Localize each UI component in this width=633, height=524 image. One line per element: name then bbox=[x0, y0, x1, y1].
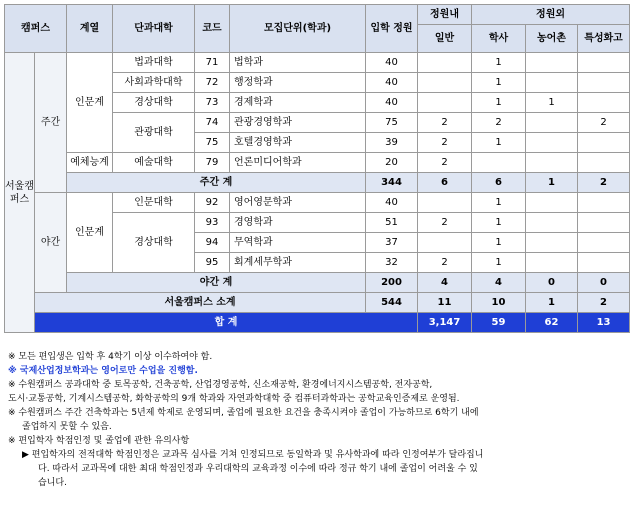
header-rural: 농어촌 bbox=[526, 25, 578, 53]
college-cell: 관광대학 bbox=[113, 113, 195, 153]
general-cell: 11 bbox=[418, 293, 472, 313]
bachelor-cell bbox=[472, 153, 526, 173]
major-cell: 경제학과 bbox=[230, 93, 366, 113]
day-subtotal-row bbox=[5, 173, 630, 193]
college-cell: 예술대학 bbox=[113, 153, 195, 173]
special-cell bbox=[578, 53, 630, 73]
header-within: 정원내 bbox=[418, 5, 472, 25]
header-major: 모집단위(학과) bbox=[230, 5, 366, 53]
general-cell: 6 bbox=[418, 173, 472, 193]
quota-cell: 200 bbox=[366, 273, 418, 293]
header-college: 단과대학 bbox=[113, 5, 195, 53]
special-cell bbox=[578, 193, 630, 213]
college-cell: 경상대학 bbox=[113, 213, 195, 273]
rural-cell: 1 bbox=[526, 93, 578, 113]
college-cell: 사회과학대학 bbox=[113, 73, 195, 93]
night-label: 야간 bbox=[35, 193, 67, 293]
bachelor-cell: 4 bbox=[472, 273, 526, 293]
major-cell: 호텔경영학과 bbox=[230, 133, 366, 153]
quota-cell: 75 bbox=[366, 113, 418, 133]
general-cell: 2 bbox=[418, 253, 472, 273]
general-cell bbox=[418, 233, 472, 253]
admission-quota-table-wrap bbox=[4, 4, 629, 333]
major-cell: 법학과 bbox=[230, 53, 366, 73]
general-cell bbox=[418, 93, 472, 113]
bachelor-cell: 1 bbox=[472, 93, 526, 113]
subtotal-label: 야간 계 bbox=[67, 273, 366, 293]
bachelor-cell: 1 bbox=[472, 73, 526, 93]
rural-cell bbox=[526, 233, 578, 253]
special-cell bbox=[578, 233, 630, 253]
special-cell bbox=[578, 153, 630, 173]
rural-cell bbox=[526, 133, 578, 153]
general-cell: 2 bbox=[418, 153, 472, 173]
quota-cell: 40 bbox=[366, 73, 418, 93]
code-cell: 74 bbox=[195, 113, 230, 133]
special-cell: 2 bbox=[578, 113, 630, 133]
special-cell: 2 bbox=[578, 173, 630, 193]
code-cell: 75 bbox=[195, 133, 230, 153]
rural-cell: 0 bbox=[526, 273, 578, 293]
quota-cell: 344 bbox=[366, 173, 418, 193]
college-cell: 경상대학 bbox=[113, 93, 195, 113]
table-row bbox=[5, 193, 630, 213]
quota-cell: 32 bbox=[366, 253, 418, 273]
rural-cell: 1 bbox=[526, 173, 578, 193]
bachelor-cell: 62 bbox=[526, 313, 578, 333]
quota-cell: 40 bbox=[366, 53, 418, 73]
quota-cell: 544 bbox=[366, 293, 418, 313]
note-line-highlight: ※ 국제산업정보학과는 영어로만 수업을 진행함. bbox=[8, 366, 198, 376]
header-special: 특성화고 bbox=[578, 25, 630, 53]
general-cell bbox=[418, 193, 472, 213]
quota-cell: 40 bbox=[366, 93, 418, 113]
rural-cell bbox=[526, 113, 578, 133]
general-cell: 2 bbox=[418, 133, 472, 153]
quota-cell: 39 bbox=[366, 133, 418, 153]
bachelor-cell: 2 bbox=[472, 113, 526, 133]
major-cell: 행정학과 bbox=[230, 73, 366, 93]
major-cell: 관광경영학과 bbox=[230, 113, 366, 133]
campus-subtotal-row bbox=[5, 293, 630, 313]
special-cell bbox=[578, 93, 630, 113]
subtotal-label: 주간 계 bbox=[67, 173, 366, 193]
rural-cell bbox=[526, 53, 578, 73]
header-bachelor: 학사 bbox=[472, 25, 526, 53]
rural-cell: 1 bbox=[526, 293, 578, 313]
notes-section bbox=[8, 350, 620, 490]
night-subtotal-row bbox=[5, 273, 630, 293]
bachelor-cell: 1 bbox=[472, 133, 526, 153]
header-quota: 입학 정원 bbox=[366, 5, 418, 53]
college-cell: 법과대학 bbox=[113, 53, 195, 73]
note-line: ※ 수원캠퍼스 주간 건축학과는 5년제 학제로 운영되며, 졸업에 필요한 요건을 충족시켜야 졸업이 가능하므로 6학기 내에 bbox=[8, 408, 479, 418]
code-cell: 92 bbox=[195, 193, 230, 213]
quota-cell: 20 bbox=[366, 153, 418, 173]
bachelor-cell: 10 bbox=[472, 293, 526, 313]
header-code: 코드 bbox=[195, 5, 230, 53]
general-cell bbox=[418, 73, 472, 93]
bachelor-cell: 1 bbox=[472, 193, 526, 213]
note-line: 졸업하지 못할 수 있음. bbox=[22, 422, 112, 432]
bachelor-cell: 1 bbox=[472, 213, 526, 233]
total-label: 합 계 bbox=[35, 313, 418, 333]
arts-label: 예체능계 bbox=[67, 153, 113, 173]
bachelor-cell: 6 bbox=[472, 173, 526, 193]
note-line: ※ 수원캠퍼스 공과대학 중 토목공학, 건축공학, 산업경영공학, 신소재공학, 환경에너지시스템공학, 전자공학, bbox=[8, 380, 433, 390]
header-general: 일반 bbox=[418, 25, 472, 53]
code-cell: 93 bbox=[195, 213, 230, 233]
rural-cell bbox=[526, 73, 578, 93]
major-cell: 영어영문학과 bbox=[230, 193, 366, 213]
rural-cell bbox=[526, 213, 578, 233]
rural-cell bbox=[526, 153, 578, 173]
note-line: 도시·교통공학, 기계시스템공학, 화학공학의 9개 학과와 자연과학대학 중 컴퓨터과학과는 공학교육인증제로 운영됨. bbox=[8, 394, 460, 404]
humanities-label: 인문계 bbox=[67, 193, 113, 273]
general-cell: 2 bbox=[418, 213, 472, 233]
header-outside: 정원외 bbox=[472, 5, 630, 25]
day-label: 주간 bbox=[35, 53, 67, 193]
bachelor-cell: 1 bbox=[472, 253, 526, 273]
note-line: ※ 모든 편입생은 입학 후 4학기 이상 이수하여야 함. bbox=[8, 352, 213, 362]
quota-cell: 3,147 bbox=[418, 313, 472, 333]
bachelor-cell: 1 bbox=[472, 233, 526, 253]
code-cell: 95 bbox=[195, 253, 230, 273]
quota-cell: 40 bbox=[366, 193, 418, 213]
note-line: 다. 따라서 교과목에 대한 최대 학점인정과 우리대학의 교육과정 이수에 따라 정규 학기 내에 졸업이 어려울 수 있 bbox=[38, 464, 478, 474]
major-cell: 경영학과 bbox=[230, 213, 366, 233]
code-cell: 71 bbox=[195, 53, 230, 73]
general-cell: 2 bbox=[418, 113, 472, 133]
code-cell: 79 bbox=[195, 153, 230, 173]
major-cell: 무역학과 bbox=[230, 233, 366, 253]
general-cell: 59 bbox=[472, 313, 526, 333]
rural-cell bbox=[526, 193, 578, 213]
note-line: 습니다. bbox=[38, 478, 67, 488]
special-cell bbox=[578, 133, 630, 153]
rural-cell bbox=[526, 253, 578, 273]
major-cell: 회계세무학과 bbox=[230, 253, 366, 273]
header-track: 계열 bbox=[67, 5, 113, 53]
college-cell: 인문대학 bbox=[113, 193, 195, 213]
quota-cell: 37 bbox=[366, 233, 418, 253]
code-cell: 73 bbox=[195, 93, 230, 113]
table-row bbox=[5, 53, 630, 73]
special-cell: 0 bbox=[578, 273, 630, 293]
grand-total-row bbox=[5, 313, 630, 333]
rural-cell: 13 bbox=[578, 313, 630, 333]
special-cell: 2 bbox=[578, 293, 630, 313]
note-line: ▶ 편입학자의 전적대학 학점인정은 교과목 심사를 거쳐 인정되므로 동일학과 및 유사학과에 따라 인정여부가 달라집니 bbox=[22, 450, 484, 460]
general-cell: 4 bbox=[418, 273, 472, 293]
subtotal-label: 서울캠퍼스 소계 bbox=[35, 293, 366, 313]
code-cell: 94 bbox=[195, 233, 230, 253]
general-cell bbox=[418, 53, 472, 73]
special-cell bbox=[578, 253, 630, 273]
code-cell: 72 bbox=[195, 73, 230, 93]
major-cell: 언론미디어학과 bbox=[230, 153, 366, 173]
special-cell bbox=[578, 73, 630, 93]
humanities-label: 인문계 bbox=[67, 53, 113, 153]
note-line: ※ 편입학자 학점인정 및 졸업에 관한 유의사항 bbox=[8, 436, 190, 446]
bachelor-cell: 1 bbox=[472, 53, 526, 73]
quota-cell: 51 bbox=[366, 213, 418, 233]
admission-quota-table bbox=[4, 4, 630, 333]
special-cell bbox=[578, 213, 630, 233]
campus-label: 서울캠퍼스 bbox=[5, 53, 35, 333]
header-campus: 캠퍼스 bbox=[5, 5, 67, 53]
table-row bbox=[5, 153, 630, 173]
